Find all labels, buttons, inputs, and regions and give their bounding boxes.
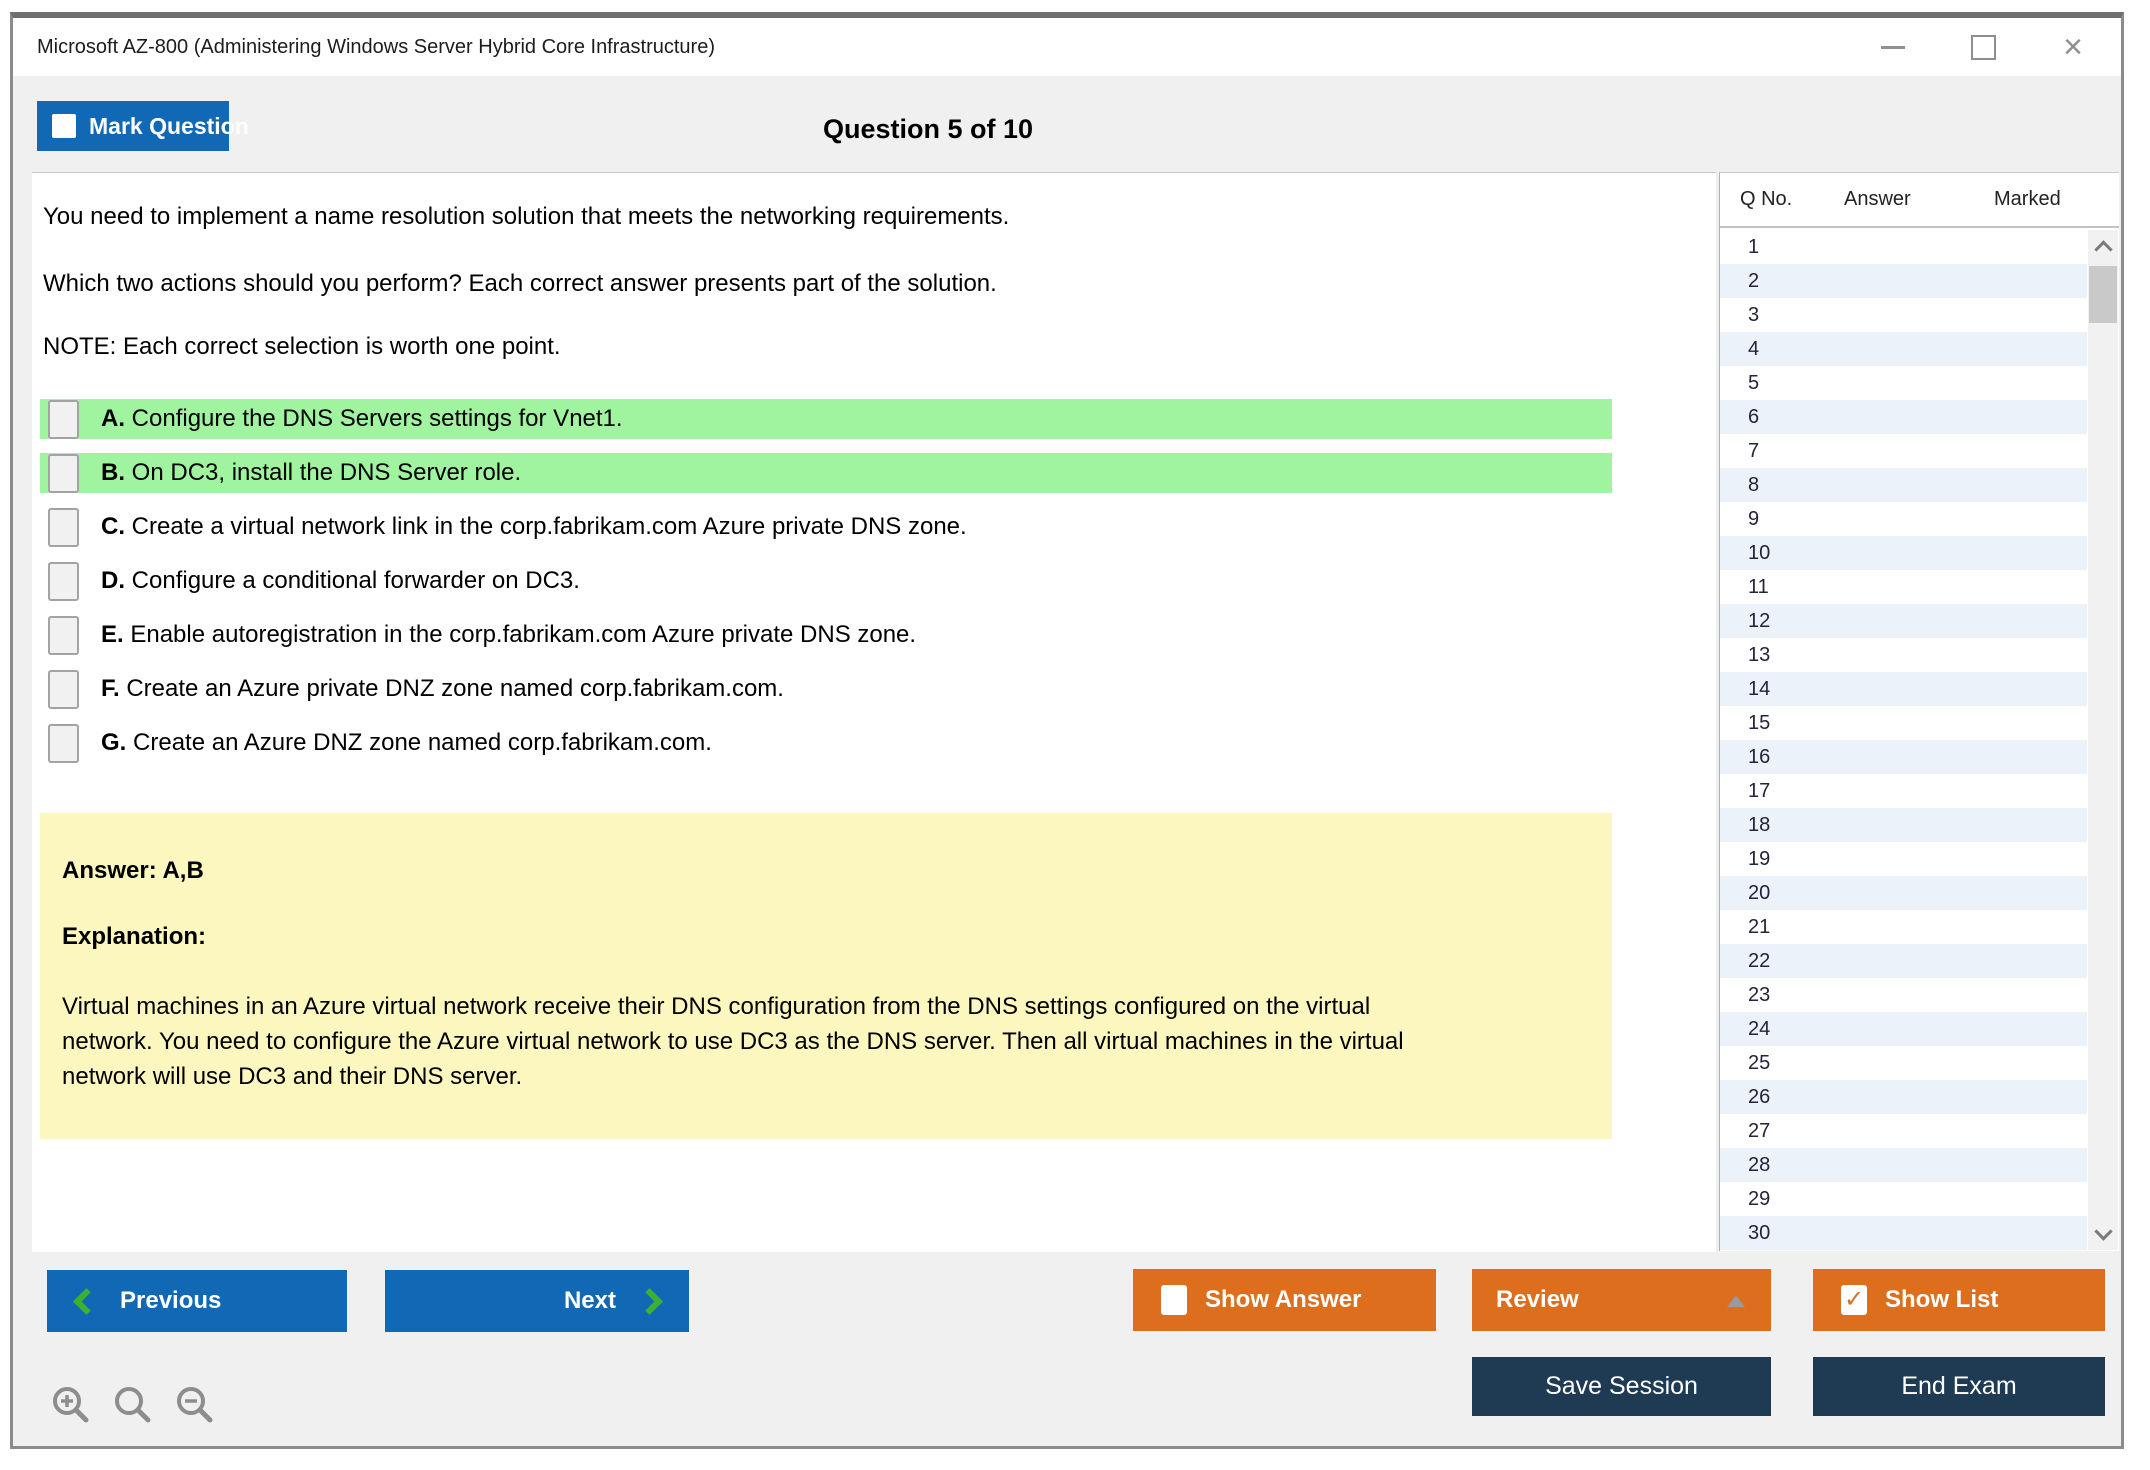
question-list-row-26[interactable]: 26 xyxy=(1720,1080,2087,1114)
question-text-line: Which two actions should you perform? Each correct answer presents part of the solution. xyxy=(43,270,997,297)
question-list-header xyxy=(1720,173,2119,228)
zoom-icon[interactable] xyxy=(112,1384,154,1426)
question-list-row-6[interactable]: 6 xyxy=(1720,400,2087,434)
app-window xyxy=(10,12,2124,1449)
chevron-down-icon[interactable] xyxy=(2088,1216,2118,1246)
window-title: Microsoft AZ-800 (Administering Windows Server Hybrid Core Infrastructure) xyxy=(37,36,715,58)
question-list-row-18[interactable]: 18 xyxy=(1720,808,2087,842)
question-panel xyxy=(32,172,1716,1252)
question-list-row-28[interactable]: 28 xyxy=(1720,1148,2087,1182)
question-list-row-12[interactable]: 12 xyxy=(1720,604,2087,638)
question-list-row-9[interactable]: 9 xyxy=(1748,508,1760,530)
question-list-row-22[interactable]: 22 xyxy=(1720,944,2087,978)
show-list-checkbox[interactable] xyxy=(1841,1285,1867,1315)
question-list-scrollbar[interactable] xyxy=(2088,230,2118,1250)
chevron-left-icon xyxy=(73,1288,100,1315)
answer-option-row-a[interactable] xyxy=(40,399,1612,439)
question-list-row-20[interactable]: 20 xyxy=(1720,876,2087,910)
review-button[interactable] xyxy=(1472,1269,1771,1331)
question-list-rows xyxy=(1720,230,2087,1250)
question-list-row-15[interactable]: 15 xyxy=(1748,712,1771,734)
previous-button[interactable] xyxy=(47,1270,347,1332)
chevron-up-icon[interactable] xyxy=(2088,234,2118,264)
question-list-row-19[interactable]: 19 xyxy=(1748,848,1771,870)
question-list-row-14[interactable]: 14 xyxy=(1720,672,2087,706)
option-text: G. Create an Azure DNZ zone named corp.fabrikam.com. xyxy=(101,729,712,756)
answer-options-list xyxy=(40,399,1612,777)
explanation-label: Explanation: xyxy=(62,923,207,950)
answer-option-row-c[interactable] xyxy=(40,507,1612,547)
question-list-row-17[interactable]: 17 xyxy=(1748,780,1771,802)
save-session-button[interactable] xyxy=(1472,1357,1771,1416)
option-text: F. Create an Azure private DNZ zone named corp.fabrikam.com. xyxy=(101,675,784,702)
option-text: A. Configure the DNS Servers settings for Vnet1. xyxy=(101,405,623,432)
explanation-text: Virtual machines in an Azure virtual network receive their DNS configuration from the DNS settings configured on the virtual network. You need to configure the Azure virtual network to use DC3 as the DNS server. Then all virtual machines in the virtual network will use DC3 and their DNS server. xyxy=(62,993,1404,1090)
option-checkbox[interactable] xyxy=(48,454,79,493)
answer-option-row-e[interactable] xyxy=(40,615,1612,655)
end-exam-button[interactable] xyxy=(1813,1357,2105,1416)
question-list-row-7[interactable]: 7 xyxy=(1748,440,1760,462)
question-list-row-5[interactable]: 5 xyxy=(1748,372,1760,394)
answer-label: Answer: A,B xyxy=(62,857,204,884)
zoom-toolbar xyxy=(50,1384,216,1426)
window-controls xyxy=(1879,18,2087,76)
question-list-row-3[interactable]: 3 xyxy=(1748,304,1760,326)
zoom-in-icon[interactable] xyxy=(50,1384,92,1426)
column-header-marked: Marked xyxy=(1994,188,2061,210)
option-text: D. Configure a conditional forwarder on DC3. xyxy=(101,567,580,594)
option-text: E. Enable autoregistration in the corp.fabrikam.com Azure private DNS zone. xyxy=(101,621,917,648)
question-list-row-25[interactable]: 25 xyxy=(1748,1052,1771,1074)
option-checkbox[interactable] xyxy=(48,670,79,709)
column-header-qno: Q No. xyxy=(1740,188,1793,210)
triangle-up-icon xyxy=(1727,1295,1745,1307)
question-list-row-2[interactable]: 2 xyxy=(1720,264,2087,298)
zoom-out-icon[interactable] xyxy=(174,1384,216,1426)
previous-label: Previous xyxy=(120,1287,222,1314)
option-checkbox[interactable] xyxy=(48,562,79,601)
show-answer-checkbox[interactable] xyxy=(1161,1285,1187,1315)
question-note-line: NOTE: Each correct selection is worth one point. xyxy=(43,333,561,360)
question-list-row-23[interactable]: 23 xyxy=(1748,984,1771,1006)
end-exam-label: End Exam xyxy=(1901,1372,2017,1400)
close-icon[interactable]: × xyxy=(2063,28,2083,66)
answer-option-row-f[interactable] xyxy=(40,669,1612,709)
answer-option-row-d[interactable] xyxy=(40,561,1612,601)
question-list-row-1[interactable]: 1 xyxy=(1748,236,1760,258)
next-button[interactable] xyxy=(385,1270,689,1332)
question-list-row-10[interactable]: 10 xyxy=(1720,536,2087,570)
save-session-label: Save Session xyxy=(1545,1372,1698,1400)
option-checkbox[interactable] xyxy=(48,616,79,655)
question-list-row-13[interactable]: 13 xyxy=(1748,644,1771,666)
question-list-row-11[interactable]: 11 xyxy=(1748,576,1769,598)
next-label: Next xyxy=(563,1287,616,1314)
checkmark-icon: ✓ xyxy=(1843,1286,1865,1313)
question-counter: Question 5 of 10 xyxy=(822,114,1034,144)
option-text: B. On DC3, install the DNS Server role. xyxy=(101,459,522,486)
title-bar xyxy=(13,18,2121,76)
question-list-row-16[interactable]: 16 xyxy=(1720,740,2087,774)
answer-option-row-b[interactable] xyxy=(40,453,1612,493)
question-list-row-24[interactable]: 24 xyxy=(1720,1012,2087,1046)
question-list-row-27[interactable]: 27 xyxy=(1748,1120,1771,1142)
show-answer-label: Show Answer xyxy=(1205,1286,1362,1313)
maximize-icon[interactable] xyxy=(1969,33,1997,61)
question-list-row-29[interactable]: 29 xyxy=(1748,1188,1771,1210)
minimize-icon[interactable] xyxy=(1879,33,1907,61)
question-list-panel xyxy=(1719,172,2119,1251)
option-checkbox[interactable] xyxy=(48,724,79,763)
answer-option-row-g[interactable] xyxy=(40,723,1612,763)
review-label: Review xyxy=(1496,1286,1579,1313)
question-list-row-8[interactable]: 8 xyxy=(1720,468,2087,502)
question-text-line: You need to implement a name resolution solution that meets the networking requirements. xyxy=(43,203,1010,230)
scrollbar-thumb[interactable] xyxy=(2089,266,2117,323)
option-checkbox[interactable] xyxy=(48,400,79,439)
show-list-label: Show List xyxy=(1885,1286,1999,1313)
show-answer-button[interactable] xyxy=(1133,1269,1436,1331)
mark-question-label: Mark Question xyxy=(89,112,249,139)
column-header-answer: Answer xyxy=(1844,188,1911,210)
question-list-row-30[interactable]: 30 xyxy=(1720,1216,2087,1250)
answer-explanation-box xyxy=(40,813,1612,1139)
question-list-row-4[interactable]: 4 xyxy=(1720,332,2087,366)
option-text: C. Create a virtual network link in the corp.fabrikam.com Azure private DNS zone. xyxy=(101,513,967,540)
option-checkbox[interactable] xyxy=(48,508,79,547)
chevron-right-icon xyxy=(636,1288,663,1315)
question-list-row-21[interactable]: 21 xyxy=(1748,916,1771,938)
show-list-button[interactable] xyxy=(1813,1269,2105,1331)
